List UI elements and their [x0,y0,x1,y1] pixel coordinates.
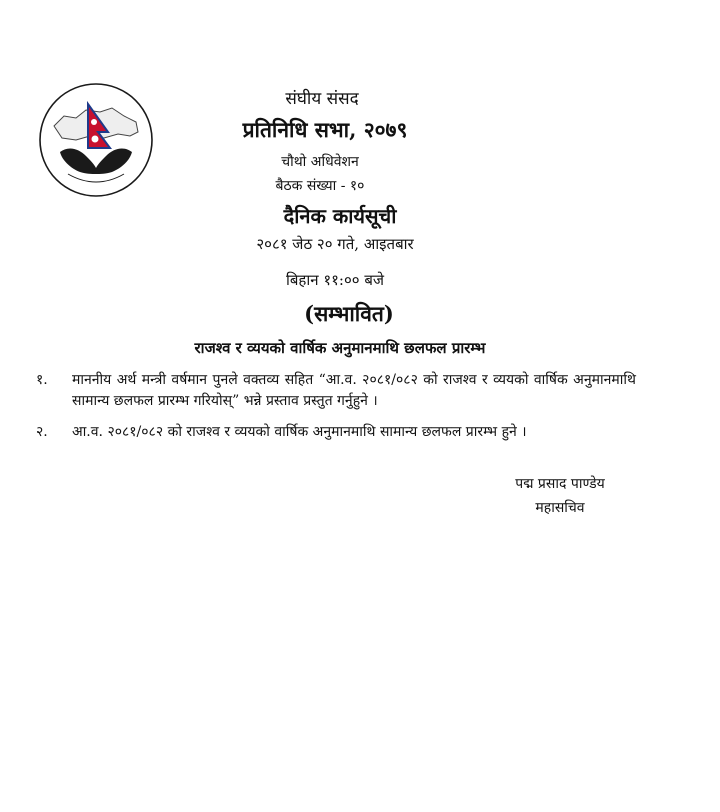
meeting-date: २०८१ जेठ २० गते, आइतबार [256,235,414,253]
signature-block [480,472,640,520]
signatory-name: पद्म प्रसाद पाण्डेय [515,476,605,492]
agenda-item-text: माननीय अर्थ मन्त्री वर्षमान पुनले वक्तव्य सहित “आ.व. २०८१/०८२ को राजश्व र व्ययको वार्षिक अनुमानमाथि सामान्य छलफल प्रारम्भ गरियोस्” भन्ने प्रस्ताव प्रस्तुत गर्नुहुने । [72,372,636,409]
agenda-item-number: १. [36,372,48,388]
meeting-time: बिहान ११:०० बजे [285,271,385,289]
agenda-item-number: २. [36,424,48,440]
meeting-number: बैठक संख्या - १० [275,178,365,194]
agenda-item [36,422,636,443]
agenda-list [36,370,636,453]
agenda-item [36,370,636,412]
signatory-title: महासचिव [535,500,585,516]
house-title: प्रतिनिधि सभा, २०७९ [242,117,408,142]
agenda-item-text: आ.व. २०८१/०८२ को राजश्व र व्ययको वार्षिक अनुमानमाथि सामान्य छलफल प्रारम्भ हुने । [72,424,527,440]
federal-parliament-emblem-icon [38,82,154,198]
session-label: चौथो अधिवेशन [281,154,359,170]
parliament-name: संघीय संसद [285,89,359,109]
agenda-title: दैनिक कार्यसूची [283,204,397,228]
parliament-logo [38,82,154,198]
status-label: (सम्भावित) [304,301,394,326]
agenda-subject: राजश्व र व्ययको वार्षिक अनुमानमाथि छलफल प्रारम्भ [194,339,486,357]
